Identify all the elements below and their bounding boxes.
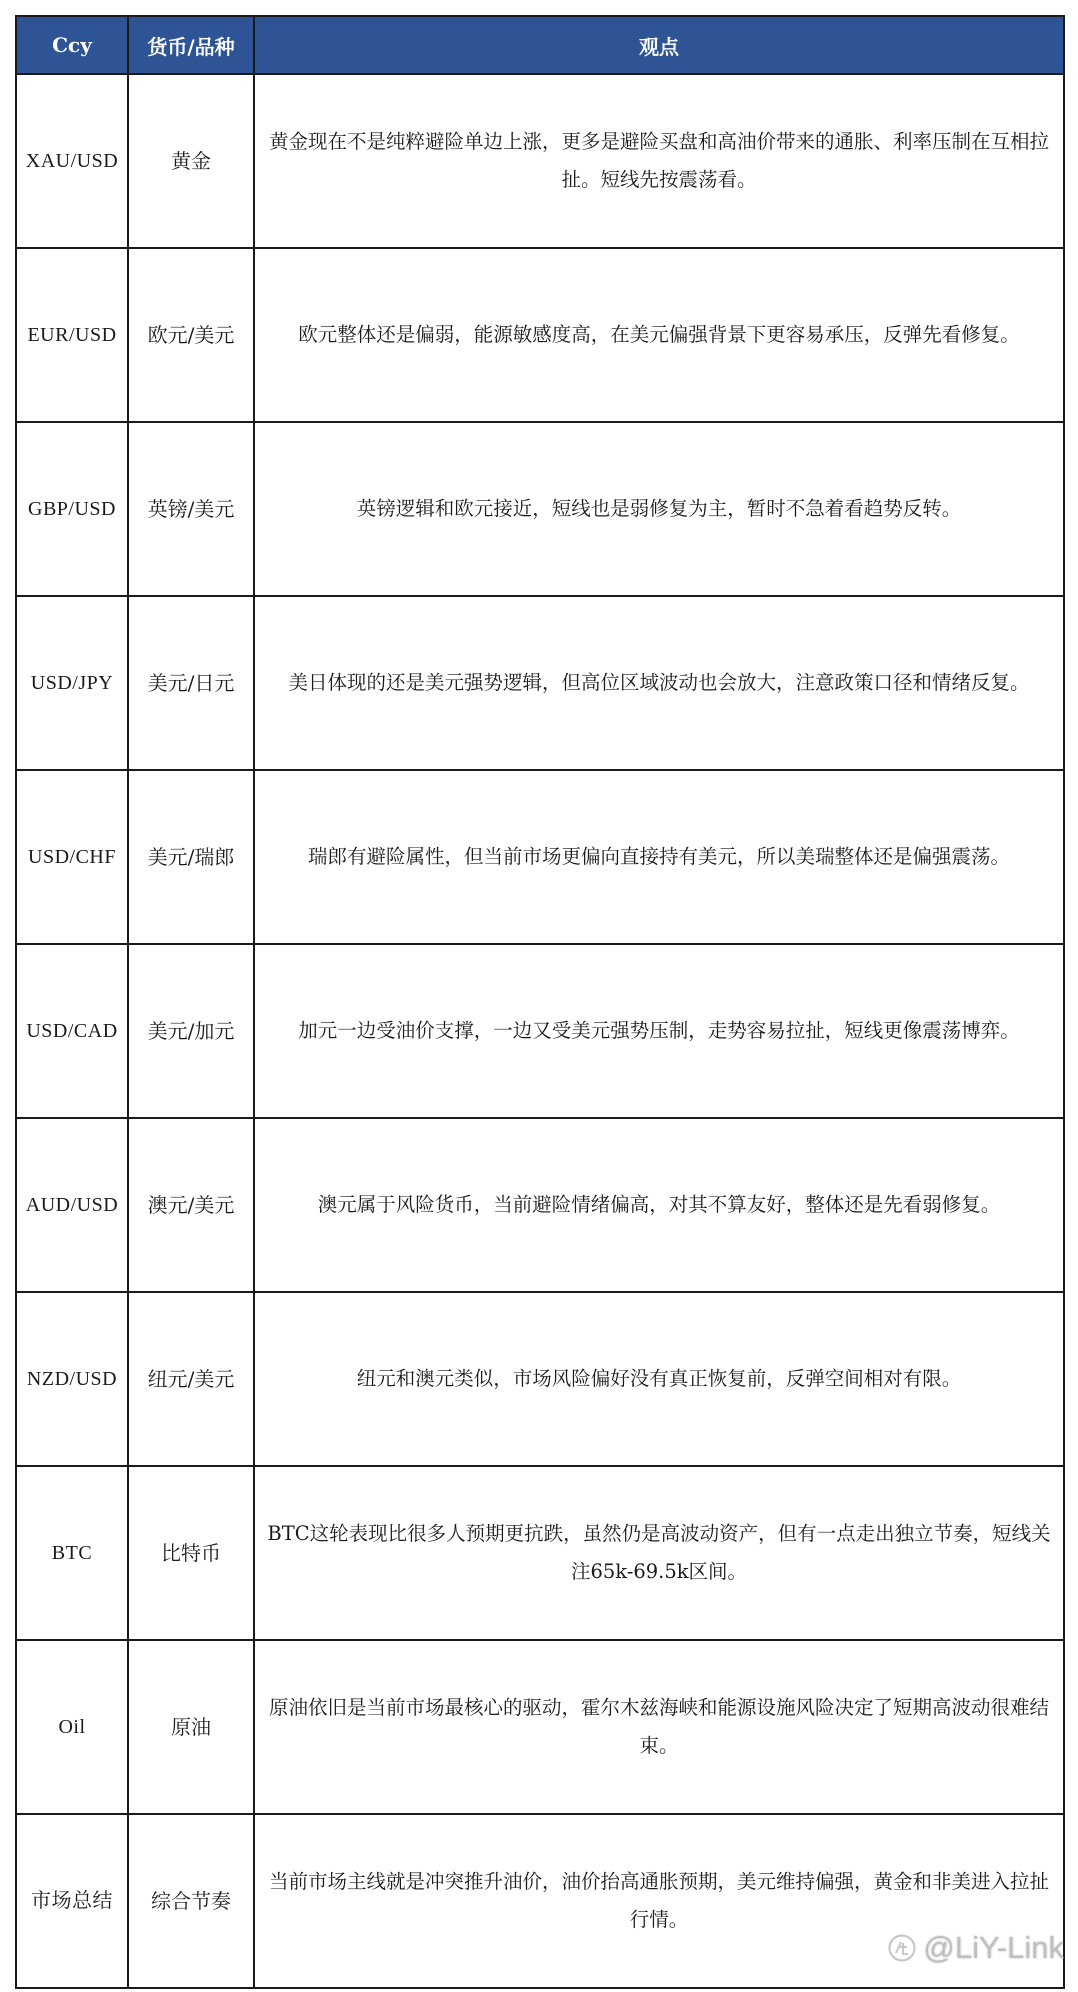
table-body <box>16 74 1064 1988</box>
instrument-cell: 美元/日元 <box>128 596 254 770</box>
watermark-text: @LiY-Link <box>923 1930 1064 1965</box>
ccy-cell: AUD/USD <box>16 1118 128 1292</box>
view-cell: 加元一边受油价支撑，一边又受美元强势压制，走势容易拉扯，短线更像震荡博弈。 <box>254 944 1064 1118</box>
table-header <box>16 16 1064 74</box>
ccy-cell: BTC <box>16 1466 128 1640</box>
ccy-cell: EUR/USD <box>16 248 128 422</box>
header-ccy: Ccy <box>16 16 128 74</box>
view-cell: 欧元整体还是偏弱，能源敏感度高，在美元偏强背景下更容易承压，反弹先看修复。 <box>254 248 1064 422</box>
ccy-cell: USD/CAD <box>16 944 128 1118</box>
table-row <box>16 770 1064 944</box>
view-cell: 瑞郎有避险属性，但当前市场更偏向直接持有美元，所以美瑞整体还是偏强震荡。 <box>254 770 1064 944</box>
instrument-cell: 比特币 <box>128 1466 254 1640</box>
instrument-cell: 美元/瑞郎 <box>128 770 254 944</box>
ccy-cell: Oil <box>16 1640 128 1814</box>
instrument-cell: 原油 <box>128 1640 254 1814</box>
view-cell: 原油依旧是当前市场最核心的驱动，霍尔木兹海峡和能源设施风险决定了短期高波动很难结束。 <box>254 1640 1064 1814</box>
instrument-cell: 英镑/美元 <box>128 422 254 596</box>
view-cell: BTC这轮表现比很多人预期更抗跌，虽然仍是高波动资产，但有一点走出独立节奏，短线关注65k-69.5k区间。 <box>254 1466 1064 1640</box>
view-cell: 黄金现在不是纯粹避险单边上涨，更多是避险买盘和高油价带来的通胀、利率压制在互相拉扯。短线先按震荡看。 <box>254 74 1064 248</box>
header-currency-instrument: 货币/品种 <box>128 16 254 74</box>
table-row <box>16 248 1064 422</box>
ccy-cell: USD/CHF <box>16 770 128 944</box>
view-cell: 澳元属于风险货币，当前避险情绪偏高，对其不算友好，整体还是先看弱修复。 <box>254 1118 1064 1292</box>
instrument-cell: 黄金 <box>128 74 254 248</box>
ccy-cell: 市场总结 <box>16 1814 128 1988</box>
ccy-cell: XAU/USD <box>16 74 128 248</box>
instrument-cell: 美元/加元 <box>128 944 254 1118</box>
ccy-cell: USD/JPY <box>16 596 128 770</box>
view-cell: 英镑逻辑和欧元接近，短线也是弱修复为主，暂时不急着看趋势反转。 <box>254 422 1064 596</box>
view-cell: 纽元和澳元类似，市场风险偏好没有真正恢复前，反弹空间相对有限。 <box>254 1292 1064 1466</box>
table-row <box>16 944 1064 1118</box>
table-row <box>16 1466 1064 1640</box>
market-view-table-container <box>15 15 1063 1989</box>
table-row <box>16 1292 1064 1466</box>
table-row <box>16 422 1064 596</box>
watermark <box>887 1930 1064 1966</box>
ccy-cell: NZD/USD <box>16 1292 128 1466</box>
table-row <box>16 1118 1064 1292</box>
header-row <box>16 16 1064 74</box>
instrument-cell: 综合节奏 <box>128 1814 254 1988</box>
table-row <box>16 596 1064 770</box>
instrument-cell: 澳元/美元 <box>128 1118 254 1292</box>
zhihu-logo-icon <box>887 1933 917 1963</box>
ccy-cell: GBP/USD <box>16 422 128 596</box>
table-row <box>16 74 1064 248</box>
view-cell: 美日体现的还是美元强势逻辑，但高位区域波动也会放大，注意政策口径和情绪反复。 <box>254 596 1064 770</box>
instrument-cell: 欧元/美元 <box>128 248 254 422</box>
instrument-cell: 纽元/美元 <box>128 1292 254 1466</box>
header-view: 观点 <box>254 16 1064 74</box>
market-view-table <box>15 15 1065 1989</box>
view-cell: 当前市场主线就是冲突推升油价，油价抬高通胀预期，美元维持偏强，黄金和非美进入拉扯行情。 <box>254 1814 1064 1988</box>
table-row <box>16 1640 1064 1814</box>
